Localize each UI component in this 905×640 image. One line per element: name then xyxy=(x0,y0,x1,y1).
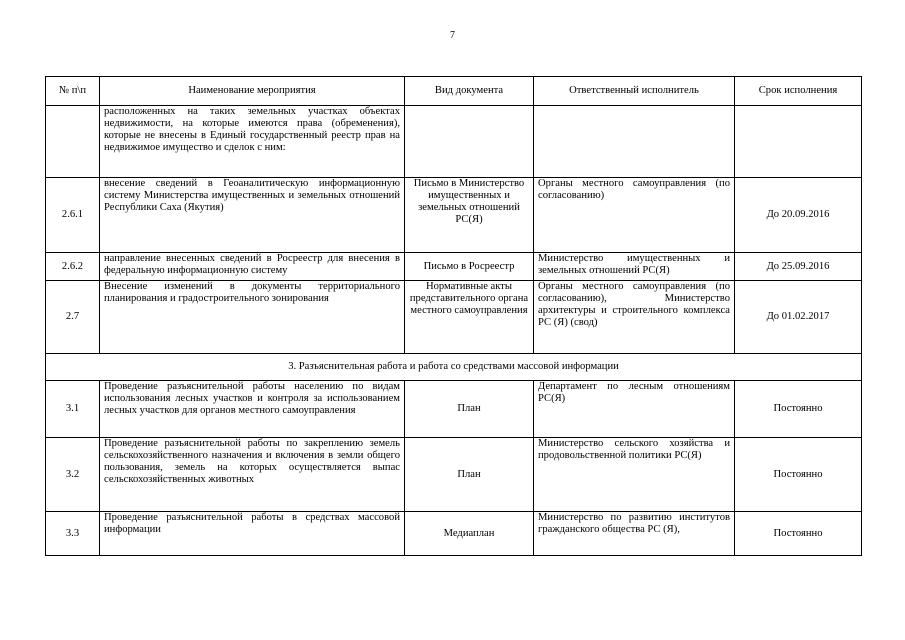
row-document: Письмо в Министерство имущественных и земельных отношений РС(Я) xyxy=(405,178,534,253)
table-row xyxy=(46,253,862,281)
table-row xyxy=(46,381,862,438)
header-responsible: Ответственный исполнитель xyxy=(534,77,735,106)
row-responsible: Министерство по развитию институтов гражданского общества РС (Я), xyxy=(534,512,735,556)
table-header-row xyxy=(46,77,862,106)
row-document: Письмо в Росреестр xyxy=(405,253,534,281)
row-name: Проведение разъяснительной работы населению по видам использования лесных участков и контроля за использованием лесных участков для органов местного самоуправления xyxy=(100,381,405,438)
row-name: внесение сведений в Геоаналитическую информационную систему Министерства имущественных и земельных отношений Республики Саха (Якутия) xyxy=(100,178,405,253)
row-document: Нормативные акты представительного органа местного самоуправления xyxy=(405,281,534,354)
row-deadline: Постоянно xyxy=(735,512,862,556)
row-number: 3.2 xyxy=(46,438,100,512)
row-number: 2.6.1 xyxy=(46,178,100,253)
row-number: 3.1 xyxy=(46,381,100,438)
row-deadline: До 01.02.2017 xyxy=(735,281,862,354)
row-responsible xyxy=(534,106,735,178)
row-document xyxy=(405,106,534,178)
header-document: Вид документа xyxy=(405,77,534,106)
row-responsible: Министерство имущественных и земельных отношений РС(Я) xyxy=(534,253,735,281)
table-row xyxy=(46,438,862,512)
section-title: 3. Разъяснительная работа и работа со средствами массовой информации xyxy=(46,354,862,381)
action-plan-table xyxy=(45,76,862,556)
row-name: расположенных на таких земельных участках объектах недвижимости, на которые имеются права (обременения), которые не внесены в Единый государственный реестр прав на недвижимое имущество и сделок с ним: xyxy=(100,106,405,178)
row-document: План xyxy=(405,381,534,438)
row-document: План xyxy=(405,438,534,512)
section-header-row xyxy=(46,354,862,381)
table-row xyxy=(46,178,862,253)
row-deadline: До 20.09.2016 xyxy=(735,178,862,253)
row-deadline xyxy=(735,106,862,178)
row-name: Проведение разъяснительной работы по закреплению земель сельскохозяйственного назначения и включения в земли общего пользования, земель на которых осуществляется выпас сельскохозяйственных животных xyxy=(100,438,405,512)
row-number: 2.7 xyxy=(46,281,100,354)
row-name: Внесение изменений в документы территориального планирования и градостроительного зонирования xyxy=(100,281,405,354)
header-deadline: Срок исполнения xyxy=(735,77,862,106)
row-number xyxy=(46,106,100,178)
row-responsible: Департамент по лесным отношениям РС(Я) xyxy=(534,381,735,438)
row-name: Проведение разъяснительной работы в средствах массовой информации xyxy=(100,512,405,556)
row-deadline: Постоянно xyxy=(735,438,862,512)
table-row xyxy=(46,106,862,178)
table-row xyxy=(46,512,862,556)
table-row xyxy=(46,281,862,354)
row-name: направление внесенных сведений в Росреестр для внесения в федеральную информационную систему xyxy=(100,253,405,281)
header-number: № п\п xyxy=(46,77,100,106)
row-responsible: Органы местного самоуправления (по согласованию) xyxy=(534,178,735,253)
row-deadline: До 25.09.2016 xyxy=(735,253,862,281)
row-number: 3.3 xyxy=(46,512,100,556)
page-number: 7 xyxy=(450,30,455,41)
row-number: 2.6.2 xyxy=(46,253,100,281)
row-responsible: Органы местного самоуправления (по согласованию), Министерство архитектуры и строительного комплекса РС (Я) (свод) xyxy=(534,281,735,354)
row-document: Медиаплан xyxy=(405,512,534,556)
row-responsible: Министерство сельского хозяйства и продовольственной политики РС(Я) xyxy=(534,438,735,512)
row-deadline: Постоянно xyxy=(735,381,862,438)
header-name: Наименование мероприятия xyxy=(100,77,405,106)
